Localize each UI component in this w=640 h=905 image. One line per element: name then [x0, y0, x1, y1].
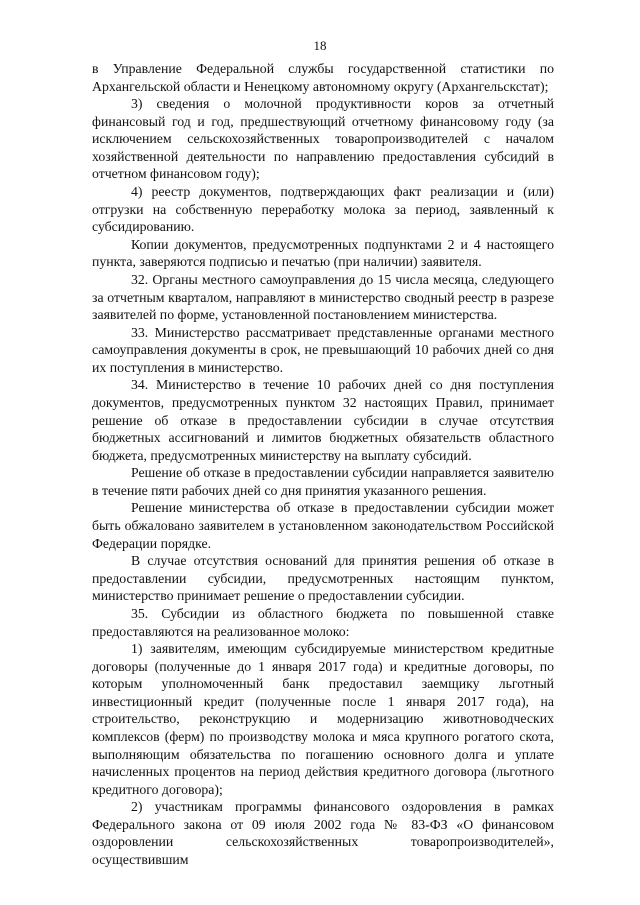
paragraph-clause-34: 34. Министерство в течение 10 рабочих дней со дня поступления документов, предусмотренных пунктом 32 настоящих Правил, принимает решение об отказе в предоставлении субсидии в случае отсутствия бюджетных ассигнований и лимитов бюджетных обязательств областного бюджета, предусмотренных министерству на выплату субсидий. — [92, 377, 554, 463]
paragraph-clause-35: 35. Субсидии из областного бюджета по повышенной ставке предоставляются на реализованное молоко: — [92, 605, 554, 639]
paragraph-no-grounds: В случае отсутствия оснований для принятия решения об отказе в предоставлении субсидии, предусмотренных настоящим пунктом, министерство принимает решение о предоставлении субсидии. — [92, 553, 554, 604]
paragraph-copies-note: Копии документов, предусмотренных подпунктами 2 и 4 настоящего пункта, заверяются подписью и печатью (при наличии) заявителя. — [92, 236, 554, 270]
page-number: 18 — [313, 38, 327, 53]
paragraph-item-3: 3) сведения о молочной продуктивности коров за отчетный финансовый год и год, предшествующий отчетному финансовому году (за исключением сельскохозяйственных товаропроизводителей с началом хозяйственной деятельности по направлению предоставления субсидий в отчетном финансовом году); — [92, 96, 554, 182]
paragraph-continuation: в Управление Федеральной службы государственной статистики по Архангельской области и Ненецкому автономному округу (Архангельскстат); — [92, 61, 554, 94]
paragraph-refusal-notice: Решение об отказе в предоставлении субсидии направляется заявителю в течение пяти рабочих дней со дня принятия указанного решения. — [92, 465, 554, 498]
paragraph-clause-33: 33. Министерство рассматривает представленные органами местного самоуправления документы в срок, не превышающий 10 рабочих дней со дня их поступления в министерство. — [92, 324, 554, 375]
paragraph-item-4: 4) реестр документов, подтверждающих факт реализации и (или) отгрузки на собственную переработку молока за период, заявленный к субсидированию. — [92, 184, 554, 235]
document-body — [92, 60, 554, 869]
paragraph-clause-35-item-1: 1) заявителям, имеющим субсидируемые министерством кредитные договоры (полученные до 1 января 2017 года) и кредитные договоры, по которым уполномоченный банк предоставил заемщику льготный инвестиционный кредит (полученные после 1 января 2017 года), на строительство, реконструкцию и модернизацию животноводческих комплексов (ферм) по производству молока и мяса крупного рогатого скота, выполняющим обязательства по погашению основного долга и уплате начисленных процентов на период действия кредитного договора (льготного кредитного договора); — [92, 641, 554, 797]
paragraph-refusal-appeal: Решение министерства об отказе в предоставлении субсидии может быть обжаловано заявителем в установленном законодательством Российской Федерации порядке. — [92, 500, 554, 551]
paragraph-clause-32: 32. Органы местного самоуправления до 15 числа месяца, следующего за отчетным кварталом, направляют в министерство сводный реестр в разрезе заявителей по форме, установленной постановлением министерства. — [92, 271, 554, 323]
paragraph-clause-35-item-2: 2) участникам программы финансового оздоровления в рамках Федерального закона от 09 июля 2002 года № 83-ФЗ «О финансовом оздоровлении сельскохозяйственных товаропроизводителей», осуществившим — [92, 799, 554, 868]
